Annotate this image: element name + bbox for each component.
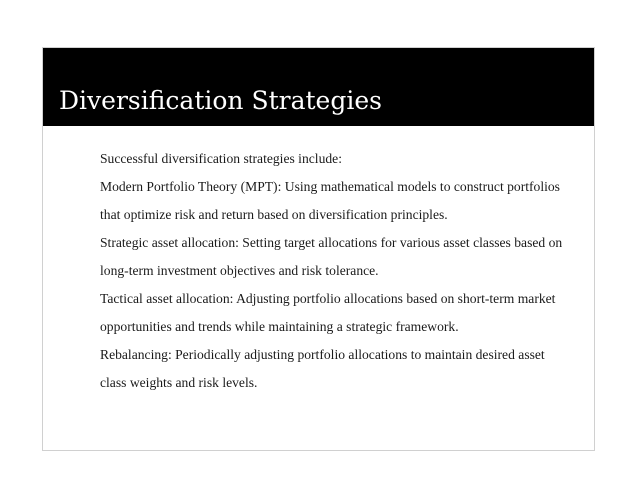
title-bar — [43, 48, 594, 126]
strategic-allocation-paragraph: Strategic asset allocation: Setting target allocations for various asset classes based on long-term investment objectives and risk tolerance. — [100, 235, 563, 278]
slide-body — [100, 145, 570, 397]
slide-title: Diversification Strategies — [59, 86, 382, 115]
intro-paragraph: Successful diversification strategies include: — [100, 151, 342, 166]
rebalancing-paragraph: Rebalancing: Periodically adjusting portfolio allocations to maintain desired asset class weights and risk levels. — [100, 347, 545, 390]
tactical-allocation-paragraph: Tactical asset allocation: Adjusting portfolio allocations based on short-term market opportunities and trends while maintaining a strategic framework. — [100, 291, 556, 334]
mpt-paragraph: Modern Portfolio Theory (MPT): Using mathematical models to construct portfolios that optimize risk and return based on diversification principles. — [100, 179, 560, 222]
slide — [42, 47, 595, 451]
